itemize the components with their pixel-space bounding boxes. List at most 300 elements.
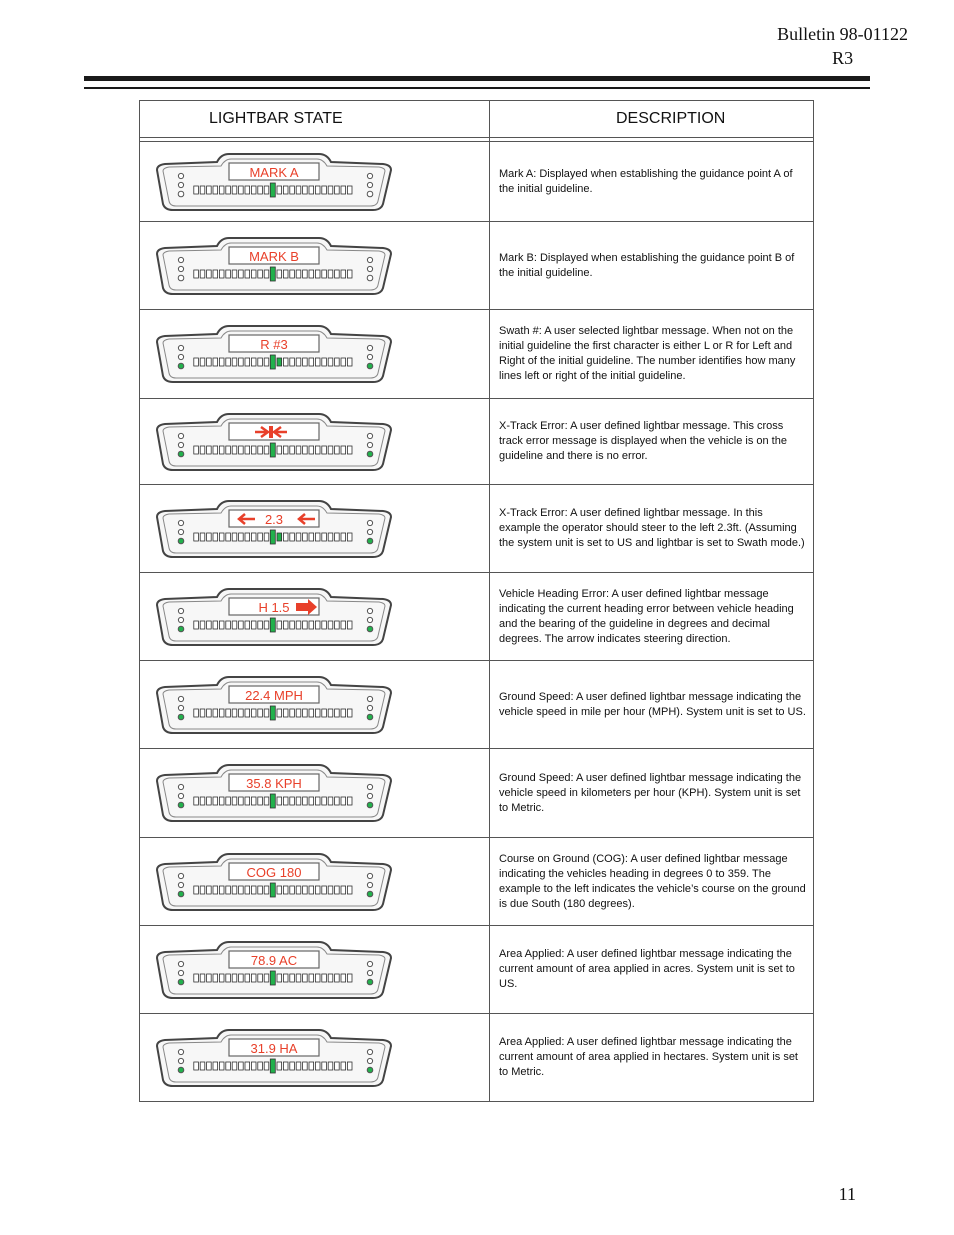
status-led — [367, 882, 372, 887]
segment-led — [232, 270, 237, 278]
status-led — [367, 363, 373, 369]
segment-led — [251, 186, 256, 194]
status-led — [178, 891, 184, 897]
description-cell: Area Applied: A user defined lightbar message indicating the current amount of area applied in hectares. System unit is set to Metric. — [490, 1014, 814, 1102]
segment-led — [303, 974, 308, 982]
bulletin-header — [777, 22, 908, 70]
segment-led — [335, 186, 340, 194]
status-led — [178, 617, 183, 622]
segment-led — [290, 358, 295, 366]
segment-led — [296, 797, 301, 805]
status-led — [367, 1058, 372, 1063]
center-led — [270, 1059, 275, 1073]
segment-led — [309, 886, 314, 894]
segment-led — [283, 797, 288, 805]
segment-led — [194, 358, 199, 366]
segment-led — [328, 1062, 333, 1070]
lightbar-state-cell — [140, 749, 490, 838]
status-led — [178, 696, 183, 701]
segment-led — [264, 533, 269, 541]
segment-led — [251, 358, 256, 366]
status-led — [367, 257, 372, 262]
status-led — [178, 529, 183, 534]
segment-led — [226, 886, 231, 894]
segment-led — [239, 621, 244, 629]
segment-led — [264, 186, 269, 194]
description-cell: Vehicle Heading Error: A user defined lightbar message indicating the current heading error between vehicle heading and the bearing of the guideline in degrees and decimal degrees. The arrow indicates steering direction. — [490, 573, 814, 661]
segment-led — [315, 1062, 320, 1070]
center-led — [270, 267, 275, 281]
segment-led — [277, 358, 282, 366]
segment-led — [322, 709, 327, 717]
segment-led — [341, 533, 346, 541]
table-row — [140, 573, 814, 661]
segment-led — [245, 186, 250, 194]
status-led — [178, 784, 183, 789]
segment-led — [245, 533, 250, 541]
segment-led — [347, 974, 352, 982]
status-led — [367, 608, 372, 613]
segment-led — [219, 186, 224, 194]
segment-led — [335, 533, 340, 541]
segment-led — [290, 533, 295, 541]
segment-led — [251, 709, 256, 717]
segment-led — [335, 886, 340, 894]
segment-led — [335, 709, 340, 717]
segment-led — [226, 709, 231, 717]
segment-led — [341, 186, 346, 194]
center-led — [270, 794, 275, 808]
segment-led — [322, 358, 327, 366]
segment-led — [335, 974, 340, 982]
segment-led — [200, 621, 205, 629]
segment-led — [194, 886, 199, 894]
lightbar-state-cell — [140, 661, 490, 749]
segment-led — [296, 1062, 301, 1070]
lightbar-state-cell — [140, 399, 490, 485]
segment-led — [335, 358, 340, 366]
segment-led — [322, 1062, 327, 1070]
segment-led — [277, 446, 282, 454]
segment-led — [194, 1062, 199, 1070]
segment-led — [251, 446, 256, 454]
table-row — [140, 749, 814, 838]
segment-led — [213, 358, 218, 366]
segment-led — [264, 797, 269, 805]
segment-led — [347, 797, 352, 805]
segment-led — [341, 270, 346, 278]
segment-led — [335, 797, 340, 805]
segment-led — [303, 270, 308, 278]
segment-led — [290, 886, 295, 894]
lightbar-state-cell — [140, 1014, 490, 1102]
segment-led — [303, 1062, 308, 1070]
status-led — [178, 961, 183, 966]
segment-led — [239, 186, 244, 194]
segment-led — [258, 358, 263, 366]
segment-led — [232, 358, 237, 366]
segment-led — [251, 533, 256, 541]
segment-led — [283, 186, 288, 194]
status-led — [367, 979, 373, 985]
segment-led — [315, 446, 320, 454]
table-body — [140, 142, 814, 1102]
segment-led — [277, 533, 282, 541]
segment-led — [341, 886, 346, 894]
segment-led — [200, 1062, 205, 1070]
segment-led — [219, 797, 224, 805]
segment-led — [258, 533, 263, 541]
bulletin-revision: R3 — [832, 48, 854, 68]
segment-led — [341, 709, 346, 717]
segment-led — [315, 621, 320, 629]
segment-led — [309, 446, 314, 454]
segment-led — [328, 533, 333, 541]
segment-led — [226, 533, 231, 541]
description-cell: Ground Speed: A user defined lightbar message indicating the vehicle speed in mile per hour (MPH). System unit is set to US. — [490, 661, 814, 749]
segment-led — [277, 974, 282, 982]
segment-led — [347, 621, 352, 629]
status-led — [178, 608, 183, 613]
segment-led — [200, 533, 205, 541]
lightbar-state-cell — [140, 926, 490, 1014]
segment-led — [245, 709, 250, 717]
segment-led — [207, 1062, 212, 1070]
segment-led — [219, 886, 224, 894]
segment-led — [239, 797, 244, 805]
segment-led — [315, 186, 320, 194]
segment-led — [303, 446, 308, 454]
status-led — [367, 538, 373, 544]
segment-led — [283, 446, 288, 454]
segment-led — [258, 797, 263, 805]
segment-led — [328, 270, 333, 278]
segment-led — [296, 533, 301, 541]
segment-led — [207, 797, 212, 805]
status-led — [367, 970, 372, 975]
segment-led — [296, 446, 301, 454]
segment-led — [226, 1062, 231, 1070]
segment-led — [322, 974, 327, 982]
segment-led — [258, 446, 263, 454]
segment-led — [328, 797, 333, 805]
segment-led — [328, 886, 333, 894]
status-led — [367, 802, 373, 808]
segment-led — [232, 797, 237, 805]
segment-led — [341, 974, 346, 982]
lightbar-image — [151, 587, 396, 647]
status-led — [367, 784, 372, 789]
segment-led — [219, 1062, 224, 1070]
segment-led — [239, 886, 244, 894]
segment-led — [309, 1062, 314, 1070]
segment-led — [315, 886, 320, 894]
segment-led — [347, 886, 352, 894]
segment-led — [219, 270, 224, 278]
status-led — [178, 182, 183, 187]
segment-led — [347, 709, 352, 717]
segment-led — [200, 186, 205, 194]
lightbar-state-cell — [140, 310, 490, 399]
status-led — [178, 1049, 183, 1054]
segment-led — [239, 533, 244, 541]
status-led — [178, 802, 184, 808]
lightbar-display-text: 31.9 HA — [250, 1040, 298, 1056]
status-led — [367, 1067, 373, 1073]
status-led — [367, 1049, 372, 1054]
status-led — [178, 626, 184, 632]
segment-led — [296, 974, 301, 982]
segment-led — [328, 709, 333, 717]
status-led — [178, 520, 183, 525]
segment-led — [258, 186, 263, 194]
center-led — [270, 618, 275, 632]
segment-led — [335, 1062, 340, 1070]
segment-led — [277, 186, 282, 194]
segment-led — [283, 621, 288, 629]
segment-led — [245, 270, 250, 278]
lightbar-display-text: MARK A — [249, 164, 299, 180]
lightbar-image — [151, 499, 396, 559]
segment-led — [347, 186, 352, 194]
segment-led — [194, 186, 199, 194]
segment-led — [194, 446, 199, 454]
segment-led — [290, 270, 295, 278]
segment-led — [226, 186, 231, 194]
lightbar-image — [151, 152, 396, 212]
table-row — [140, 838, 814, 926]
status-led — [367, 433, 372, 438]
center-led — [270, 706, 275, 720]
status-led — [178, 970, 183, 975]
segment-led — [239, 358, 244, 366]
segment-led — [347, 533, 352, 541]
segment-led — [328, 186, 333, 194]
description-cell: Course on Ground (COG): A user defined lightbar message indicating the vehicles heading in degrees 0 to 359. The example to the left indicates the vehicle’s course on the ground is due South (180 degrees). — [490, 838, 814, 926]
table-row — [140, 222, 814, 310]
lightbar-image — [151, 852, 396, 912]
segment-led — [194, 709, 199, 717]
segment-led — [315, 709, 320, 717]
status-led — [367, 529, 372, 534]
segment-led — [239, 709, 244, 717]
segment-led — [322, 446, 327, 454]
segment-led — [264, 621, 269, 629]
segment-led — [290, 709, 295, 717]
segment-led — [315, 974, 320, 982]
segment-led — [226, 270, 231, 278]
status-led — [178, 714, 184, 720]
segment-led — [200, 270, 205, 278]
status-led — [178, 442, 183, 447]
table-row — [140, 399, 814, 485]
status-led — [178, 451, 184, 457]
segment-led — [200, 974, 205, 982]
center-led — [270, 183, 275, 197]
segment-led — [290, 797, 295, 805]
center-led — [270, 530, 275, 544]
segment-led — [207, 446, 212, 454]
segment-led — [322, 886, 327, 894]
lightbar-image — [151, 1028, 396, 1088]
segment-led — [296, 270, 301, 278]
segment-led — [264, 358, 269, 366]
segment-led — [303, 621, 308, 629]
table-row — [140, 142, 814, 222]
segment-led — [347, 358, 352, 366]
segment-led — [315, 270, 320, 278]
status-led — [178, 354, 183, 359]
segment-led — [213, 797, 218, 805]
segment-led — [213, 1062, 218, 1070]
segment-led — [277, 886, 282, 894]
segment-led — [245, 621, 250, 629]
segment-led — [283, 886, 288, 894]
segment-led — [245, 797, 250, 805]
segment-led — [200, 886, 205, 894]
segment-led — [239, 270, 244, 278]
segment-led — [290, 446, 295, 454]
status-led — [367, 173, 372, 178]
segment-led — [341, 621, 346, 629]
segment-led — [277, 797, 282, 805]
segment-led — [309, 709, 314, 717]
status-led — [178, 1058, 183, 1063]
lightbar-display-text: COG 180 — [246, 864, 302, 880]
segment-led — [258, 886, 263, 894]
segment-led — [226, 358, 231, 366]
segment-led — [290, 974, 295, 982]
status-led — [178, 363, 184, 369]
segment-led — [251, 886, 256, 894]
lightbar-state-cell — [140, 142, 490, 222]
lightbar-state-cell — [140, 485, 490, 573]
segment-led — [200, 797, 205, 805]
segment-led — [219, 358, 224, 366]
lightbar-state-table — [139, 100, 814, 1102]
segment-led — [296, 621, 301, 629]
segment-led — [264, 446, 269, 454]
segment-led — [239, 446, 244, 454]
segment-led — [322, 186, 327, 194]
status-led — [367, 961, 372, 966]
segment-led — [290, 1062, 295, 1070]
segment-led — [264, 974, 269, 982]
segment-led — [232, 886, 237, 894]
segment-led — [277, 621, 282, 629]
table-row — [140, 1014, 814, 1102]
lightbar-display-text: 2.3 — [264, 511, 284, 527]
segment-led — [200, 446, 205, 454]
segment-led — [303, 709, 308, 717]
segment-led — [194, 270, 199, 278]
segment-led — [258, 270, 263, 278]
segment-led — [194, 533, 199, 541]
segment-led — [309, 186, 314, 194]
status-led — [367, 275, 373, 281]
segment-led — [315, 797, 320, 805]
status-led — [367, 626, 373, 632]
status-led — [178, 191, 184, 197]
status-led — [178, 882, 183, 887]
segment-led — [251, 1062, 256, 1070]
center-led — [270, 971, 275, 985]
status-led — [367, 354, 372, 359]
segment-led — [309, 358, 314, 366]
segment-led — [277, 270, 282, 278]
lightbar-state-cell — [140, 838, 490, 926]
segment-led — [226, 974, 231, 982]
segment-led — [207, 974, 212, 982]
lightbar-image — [151, 940, 396, 1000]
status-led — [367, 182, 372, 187]
status-led — [178, 538, 184, 544]
segment-led — [226, 621, 231, 629]
segment-led — [232, 974, 237, 982]
column-header-state: LIGHTBAR STATE — [140, 101, 490, 138]
segment-led — [303, 358, 308, 366]
segment-led — [283, 358, 288, 366]
segment-led — [232, 533, 237, 541]
segment-led — [213, 974, 218, 982]
segment-led — [296, 709, 301, 717]
status-led — [178, 345, 183, 350]
segment-led — [322, 621, 327, 629]
segment-led — [347, 270, 352, 278]
segment-led — [264, 886, 269, 894]
description-cell: X-Track Error: A user defined lightbar message. In this example the operator should steer to the left 2.3ft. (Assuming the system unit is set to US and lightbar is set to Swath mode.) — [490, 485, 814, 573]
segment-led — [283, 1062, 288, 1070]
lightbar-display-text: 22.4 MPH — [245, 687, 303, 703]
status-led — [367, 891, 373, 897]
segment-led — [245, 1062, 250, 1070]
segment-led — [335, 621, 340, 629]
lightbar-display-text: 35.8 KPH — [246, 776, 302, 791]
table-header-row — [140, 101, 814, 138]
segment-led — [207, 358, 212, 366]
header-rule-thick — [84, 76, 870, 81]
status-led — [367, 873, 372, 878]
status-led — [178, 433, 183, 438]
segment-led — [264, 1062, 269, 1070]
status-led — [178, 705, 183, 710]
description-cell: Area Applied: A user defined lightbar message indicating the current amount of area applied in acres. System unit is set to US. — [490, 926, 814, 1014]
segment-led — [232, 1062, 237, 1070]
segment-led — [341, 1062, 346, 1070]
segment-led — [251, 797, 256, 805]
segment-led — [322, 797, 327, 805]
segment-led — [251, 974, 256, 982]
description-cell: Ground Speed: A user defined lightbar message indicating the vehicle speed in kilometers per hour (KPH). System unit is set to Metric. — [490, 749, 814, 838]
column-header-description: DESCRIPTION — [490, 101, 814, 138]
status-led — [178, 257, 183, 262]
segment-led — [309, 797, 314, 805]
segment-led — [200, 709, 205, 717]
description-cell: Mark B: Displayed when establishing the guidance point B of the initial guideline. — [490, 222, 814, 310]
segment-led — [213, 533, 218, 541]
segment-led — [194, 797, 199, 805]
table-row — [140, 926, 814, 1014]
segment-led — [232, 186, 237, 194]
segment-led — [347, 1062, 352, 1070]
segment-led — [226, 797, 231, 805]
segment-led — [296, 358, 301, 366]
lightbar-state-cell — [140, 222, 490, 310]
segment-led — [290, 186, 295, 194]
segment-led — [232, 621, 237, 629]
status-led — [367, 617, 372, 622]
segment-led — [213, 709, 218, 717]
